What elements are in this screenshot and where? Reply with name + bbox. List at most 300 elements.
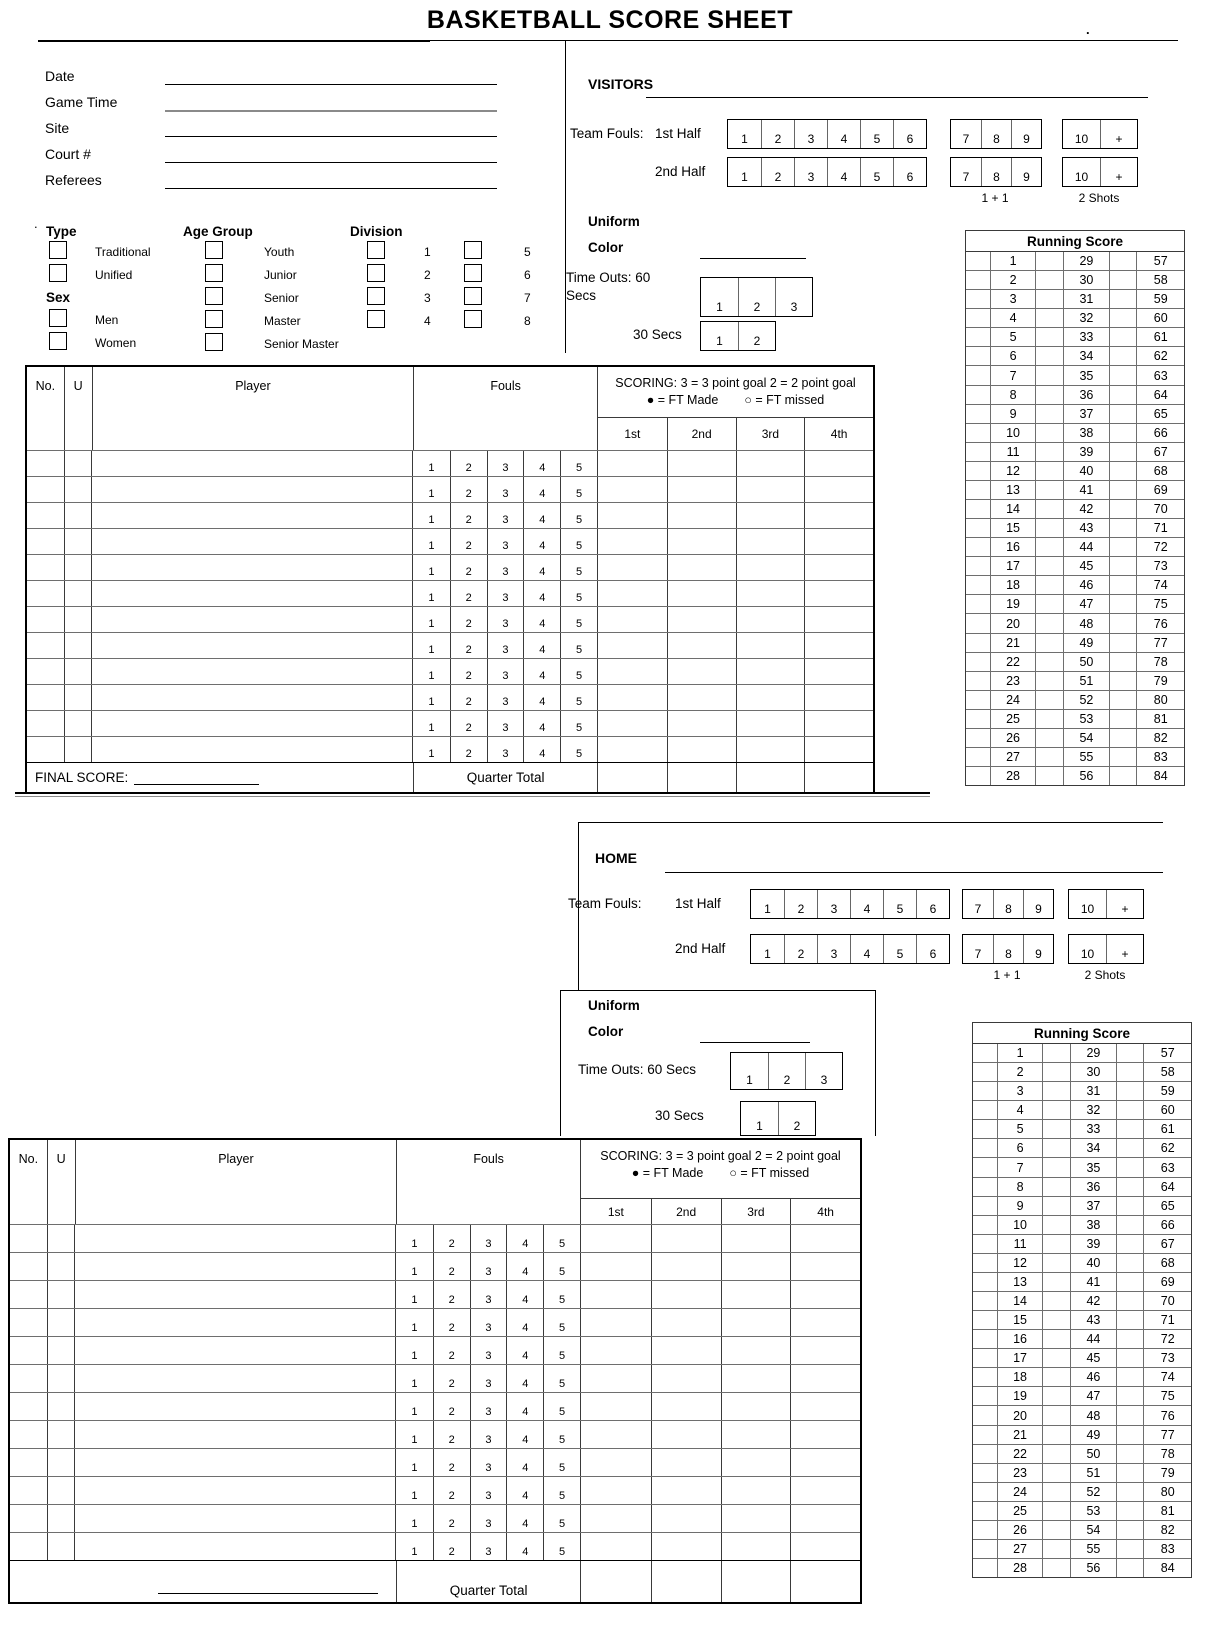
running-score-mark-cell[interactable]: [1109, 462, 1137, 480]
running-score-mark-cell[interactable]: [1109, 500, 1137, 518]
team-foul-cell[interactable]: 8: [981, 120, 1011, 148]
foul-count-cell[interactable]: 1: [428, 462, 435, 474]
foul-count-cell[interactable]: 4: [523, 711, 560, 736]
player-u-cell[interactable]: [65, 711, 93, 736]
running-score-mark-cell[interactable]: [1109, 481, 1137, 499]
team-foul-cell[interactable]: 5: [883, 890, 916, 918]
quarter-score-cell[interactable]: [581, 1281, 651, 1308]
foul-count-cell[interactable]: 3: [470, 1337, 507, 1364]
foul-count-cell[interactable]: 4: [523, 451, 560, 476]
quarter-score-cell[interactable]: [790, 1477, 860, 1504]
running-score-mark-cell[interactable]: [1042, 1158, 1070, 1176]
running-score-mark-cell[interactable]: [1035, 252, 1063, 270]
sex-checkbox[interactable]: [49, 309, 67, 327]
info-field-line[interactable]: [165, 84, 497, 85]
foul-count-cell[interactable]: 5: [560, 737, 597, 762]
quarter-score-cell[interactable]: [804, 659, 873, 684]
timeout-cell[interactable]: 2: [768, 1053, 805, 1089]
running-score-mark-cell[interactable]: [966, 271, 990, 289]
player-u-cell[interactable]: [65, 581, 93, 606]
quarter-score-cell[interactable]: [721, 1533, 791, 1560]
quarter-score-cell[interactable]: [581, 1365, 651, 1392]
foul-count-cell[interactable]: 2: [433, 1505, 470, 1532]
team-foul-cell[interactable]: 10: [1074, 132, 1089, 146]
running-score-mark-cell[interactable]: [966, 614, 990, 632]
quarter-score-cell[interactable]: [598, 555, 667, 580]
foul-count-cell[interactable]: 4: [506, 1309, 543, 1336]
player-u-cell[interactable]: [65, 633, 93, 658]
team-foul-cell[interactable]: 9: [1023, 890, 1053, 918]
quarter-score-cell[interactable]: [598, 529, 667, 554]
player-u-cell[interactable]: [65, 737, 93, 762]
team-foul-cell[interactable]: 2: [784, 890, 817, 918]
foul-count-cell[interactable]: 4: [523, 633, 560, 658]
player-number-cell[interactable]: [27, 711, 65, 736]
foul-count-cell[interactable]: 1: [411, 1518, 418, 1530]
player-u-cell[interactable]: [48, 1309, 76, 1336]
running-score-mark-cell[interactable]: [966, 748, 990, 766]
quarter-score-cell[interactable]: [790, 1533, 860, 1560]
quarter-score-cell[interactable]: [667, 529, 736, 554]
team-foul-cell[interactable]: 9: [1011, 120, 1041, 148]
running-score-mark-cell[interactable]: [973, 1349, 997, 1367]
running-score-mark-cell[interactable]: [1109, 634, 1137, 652]
quarter-score-cell[interactable]: [581, 1393, 651, 1420]
running-score-mark-cell[interactable]: [1116, 1254, 1144, 1272]
team-foul-cell[interactable]: 2: [761, 120, 794, 148]
foul-count-cell[interactable]: 3: [487, 659, 524, 684]
foul-count-cell[interactable]: 2: [450, 555, 487, 580]
quarter-score-cell[interactable]: [581, 1421, 651, 1448]
player-name-cell[interactable]: [92, 503, 413, 528]
player-number-cell[interactable]: [27, 659, 65, 684]
foul-count-cell[interactable]: 3: [470, 1449, 507, 1476]
running-score-mark-cell[interactable]: [966, 405, 990, 423]
running-score-mark-cell[interactable]: [1116, 1387, 1144, 1405]
team-foul-cell[interactable]: 5: [860, 158, 893, 186]
running-score-mark-cell[interactable]: [1116, 1559, 1144, 1577]
player-u-cell[interactable]: [48, 1477, 76, 1504]
team-foul-cell[interactable]: 3: [794, 120, 827, 148]
quarter-score-cell[interactable]: [790, 1449, 860, 1476]
quarter-score-cell[interactable]: [667, 711, 736, 736]
running-score-mark-cell[interactable]: [966, 519, 990, 537]
player-number-cell[interactable]: [27, 503, 65, 528]
quarter-score-cell[interactable]: [651, 1533, 721, 1560]
quarter-score-cell[interactable]: [790, 1421, 860, 1448]
player-name-cell[interactable]: [92, 685, 413, 710]
running-score-mark-cell[interactable]: [1109, 672, 1137, 690]
foul-count-cell[interactable]: 5: [543, 1253, 580, 1280]
running-score-mark-cell[interactable]: [966, 691, 990, 709]
running-score-mark-cell[interactable]: [1109, 614, 1137, 632]
foul-count-cell[interactable]: 1: [428, 566, 435, 578]
running-score-mark-cell[interactable]: [1109, 767, 1137, 785]
player-name-cell[interactable]: [92, 581, 413, 606]
running-score-mark-cell[interactable]: [1116, 1292, 1144, 1310]
player-name-cell[interactable]: [92, 659, 413, 684]
running-score-mark-cell[interactable]: [1109, 328, 1137, 346]
quarter-score-cell[interactable]: [651, 1365, 721, 1392]
type-checkbox[interactable]: [49, 264, 67, 282]
foul-count-cell[interactable]: 1: [411, 1546, 418, 1558]
quarter-score-cell[interactable]: [651, 1253, 721, 1280]
running-score-mark-cell[interactable]: [966, 576, 990, 594]
player-name-cell[interactable]: [75, 1449, 396, 1476]
player-number-cell[interactable]: [27, 633, 65, 658]
foul-count-cell[interactable]: 4: [523, 737, 560, 762]
foul-count-cell[interactable]: 3: [487, 711, 524, 736]
quarter-score-cell[interactable]: [736, 581, 805, 606]
team-foul-cell[interactable]: +: [1106, 890, 1143, 918]
foul-count-cell[interactable]: 5: [560, 477, 597, 502]
player-name-cell[interactable]: [75, 1337, 396, 1364]
foul-count-cell[interactable]: 4: [523, 685, 560, 710]
running-score-mark-cell[interactable]: [973, 1464, 997, 1482]
player-name-cell[interactable]: [75, 1393, 396, 1420]
quarter-score-cell[interactable]: [667, 737, 736, 762]
running-score-mark-cell[interactable]: [1042, 1120, 1070, 1138]
division-checkbox[interactable]: [464, 264, 482, 282]
team-foul-cell[interactable]: 9: [1023, 935, 1053, 963]
info-field-line[interactable]: [165, 162, 497, 163]
foul-count-cell[interactable]: 4: [506, 1393, 543, 1420]
quarter-score-cell[interactable]: [651, 1421, 721, 1448]
team-foul-cell[interactable]: 6: [893, 120, 926, 148]
foul-count-cell[interactable]: 5: [560, 685, 597, 710]
player-name-cell[interactable]: [92, 555, 413, 580]
player-name-cell[interactable]: [75, 1365, 396, 1392]
quarter-score-cell[interactable]: [721, 1365, 791, 1392]
foul-count-cell[interactable]: 2: [450, 737, 487, 762]
foul-count-cell[interactable]: 4: [506, 1365, 543, 1392]
timeout-cell[interactable]: 1: [716, 300, 723, 314]
foul-count-cell[interactable]: 5: [543, 1281, 580, 1308]
team-foul-cell[interactable]: +: [1106, 935, 1143, 963]
foul-count-cell[interactable]: 1: [411, 1350, 418, 1362]
running-score-mark-cell[interactable]: [1035, 557, 1063, 575]
quarter-score-cell[interactable]: [721, 1253, 791, 1280]
home-color-line[interactable]: [700, 1042, 810, 1043]
running-score-mark-cell[interactable]: [973, 1483, 997, 1501]
foul-count-cell[interactable]: 4: [523, 477, 560, 502]
running-score-mark-cell[interactable]: [1035, 443, 1063, 461]
running-score-mark-cell[interactable]: [1035, 347, 1063, 365]
running-score-mark-cell[interactable]: [966, 557, 990, 575]
running-score-mark-cell[interactable]: [1109, 366, 1137, 384]
running-score-mark-cell[interactable]: [1109, 386, 1137, 404]
sex-checkbox[interactable]: [49, 332, 67, 350]
running-score-mark-cell[interactable]: [1042, 1502, 1070, 1520]
running-score-mark-cell[interactable]: [1042, 1445, 1070, 1463]
player-number-cell[interactable]: [10, 1281, 48, 1308]
foul-count-cell[interactable]: 2: [433, 1365, 470, 1392]
foul-count-cell[interactable]: 4: [506, 1421, 543, 1448]
running-score-mark-cell[interactable]: [973, 1426, 997, 1444]
running-score-mark-cell[interactable]: [1035, 386, 1063, 404]
running-score-mark-cell[interactable]: [1109, 405, 1137, 423]
running-score-mark-cell[interactable]: [1042, 1406, 1070, 1424]
running-score-mark-cell[interactable]: [1109, 710, 1137, 728]
foul-count-cell[interactable]: 3: [470, 1365, 507, 1392]
player-name-cell[interactable]: [92, 737, 413, 762]
running-score-mark-cell[interactable]: [1116, 1464, 1144, 1482]
player-number-cell[interactable]: [10, 1533, 48, 1560]
foul-count-cell[interactable]: 1: [411, 1378, 418, 1390]
running-score-mark-cell[interactable]: [973, 1502, 997, 1520]
running-score-mark-cell[interactable]: [1035, 290, 1063, 308]
foul-count-cell[interactable]: 1: [411, 1490, 418, 1502]
foul-count-cell[interactable]: 5: [560, 503, 597, 528]
player-u-cell[interactable]: [65, 607, 93, 632]
foul-count-cell[interactable]: 4: [506, 1281, 543, 1308]
quarter-score-cell[interactable]: [667, 685, 736, 710]
foul-count-cell[interactable]: 5: [543, 1505, 580, 1532]
running-score-mark-cell[interactable]: [966, 290, 990, 308]
foul-count-cell[interactable]: 4: [506, 1337, 543, 1364]
foul-count-cell[interactable]: 3: [470, 1281, 507, 1308]
player-u-cell[interactable]: [48, 1253, 76, 1280]
quarter-score-cell[interactable]: [721, 1337, 791, 1364]
running-score-mark-cell[interactable]: [966, 653, 990, 671]
team-foul-cell[interactable]: 7: [974, 902, 982, 916]
player-name-cell[interactable]: [75, 1225, 396, 1252]
running-score-mark-cell[interactable]: [966, 366, 990, 384]
foul-count-cell[interactable]: 1: [411, 1406, 418, 1418]
home-name-line[interactable]: [665, 872, 1163, 873]
running-score-mark-cell[interactable]: [1035, 500, 1063, 518]
team-foul-cell[interactable]: 3: [817, 935, 850, 963]
running-score-mark-cell[interactable]: [973, 1197, 997, 1215]
foul-count-cell[interactable]: 3: [487, 529, 524, 554]
quarter-total-score-cell[interactable]: [581, 1561, 651, 1602]
info-field-line[interactable]: [165, 110, 497, 112]
quarter-score-cell[interactable]: [667, 659, 736, 684]
quarter-score-cell[interactable]: [651, 1309, 721, 1336]
running-score-mark-cell[interactable]: [1109, 443, 1137, 461]
running-score-mark-cell[interactable]: [966, 481, 990, 499]
running-score-mark-cell[interactable]: [1042, 1216, 1070, 1234]
running-score-mark-cell[interactable]: [1042, 1082, 1070, 1100]
quarter-score-cell[interactable]: [651, 1393, 721, 1420]
quarter-score-cell[interactable]: [581, 1225, 651, 1252]
team-foul-cell[interactable]: 10: [1080, 947, 1095, 961]
running-score-mark-cell[interactable]: [1042, 1197, 1070, 1215]
quarter-score-cell[interactable]: [598, 711, 667, 736]
quarter-score-cell[interactable]: [598, 737, 667, 762]
foul-count-cell[interactable]: 2: [450, 711, 487, 736]
quarter-score-cell[interactable]: [667, 633, 736, 658]
running-score-mark-cell[interactable]: [1042, 1368, 1070, 1386]
timeout-cell[interactable]: 2: [778, 1102, 815, 1135]
foul-count-cell[interactable]: 5: [543, 1225, 580, 1252]
foul-count-cell[interactable]: 5: [543, 1449, 580, 1476]
running-score-mark-cell[interactable]: [973, 1406, 997, 1424]
foul-count-cell[interactable]: 2: [433, 1393, 470, 1420]
foul-count-cell[interactable]: 1: [428, 488, 435, 500]
running-score-mark-cell[interactable]: [1109, 290, 1137, 308]
quarter-score-cell[interactable]: [581, 1309, 651, 1336]
quarter-score-cell[interactable]: [790, 1393, 860, 1420]
age-group-checkbox[interactable]: [205, 333, 223, 351]
foul-count-cell[interactable]: 5: [560, 711, 597, 736]
foul-count-cell[interactable]: 4: [523, 529, 560, 554]
type-checkbox[interactable]: [49, 241, 67, 259]
foul-count-cell[interactable]: 2: [450, 451, 487, 476]
foul-count-cell[interactable]: 3: [470, 1477, 507, 1504]
running-score-mark-cell[interactable]: [966, 386, 990, 404]
visitors-color-line[interactable]: [700, 258, 806, 259]
running-score-mark-cell[interactable]: [973, 1521, 997, 1539]
running-score-mark-cell[interactable]: [1035, 271, 1063, 289]
quarter-total-score-cell[interactable]: [804, 763, 873, 792]
foul-count-cell[interactable]: 3: [487, 555, 524, 580]
running-score-mark-cell[interactable]: [966, 252, 990, 270]
quarter-score-cell[interactable]: [598, 633, 667, 658]
player-number-cell[interactable]: [10, 1393, 48, 1420]
running-score-mark-cell[interactable]: [1035, 538, 1063, 556]
running-score-mark-cell[interactable]: [1116, 1120, 1144, 1138]
running-score-mark-cell[interactable]: [1042, 1235, 1070, 1253]
running-score-mark-cell[interactable]: [1116, 1044, 1144, 1062]
foul-count-cell[interactable]: 3: [470, 1421, 507, 1448]
foul-count-cell[interactable]: 4: [506, 1533, 543, 1560]
running-score-mark-cell[interactable]: [966, 595, 990, 613]
team-foul-cell[interactable]: 7: [974, 947, 982, 961]
quarter-score-cell[interactable]: [736, 451, 805, 476]
foul-count-cell[interactable]: 2: [450, 659, 487, 684]
running-score-mark-cell[interactable]: [1109, 557, 1137, 575]
player-name-cell[interactable]: [92, 477, 413, 502]
running-score-mark-cell[interactable]: [1035, 691, 1063, 709]
foul-count-cell[interactable]: 5: [543, 1421, 580, 1448]
quarter-score-cell[interactable]: [736, 607, 805, 632]
player-u-cell[interactable]: [48, 1449, 76, 1476]
foul-count-cell[interactable]: 2: [450, 581, 487, 606]
foul-count-cell[interactable]: 3: [487, 581, 524, 606]
team-foul-cell[interactable]: 6: [916, 890, 949, 918]
quarter-score-cell[interactable]: [804, 555, 873, 580]
running-score-mark-cell[interactable]: [1035, 614, 1063, 632]
player-number-cell[interactable]: [27, 737, 65, 762]
quarter-score-cell[interactable]: [790, 1365, 860, 1392]
quarter-score-cell[interactable]: [804, 711, 873, 736]
running-score-mark-cell[interactable]: [973, 1311, 997, 1329]
player-u-cell[interactable]: [65, 685, 93, 710]
running-score-mark-cell[interactable]: [1116, 1502, 1144, 1520]
player-number-cell[interactable]: [10, 1449, 48, 1476]
player-u-cell[interactable]: [65, 503, 93, 528]
foul-count-cell[interactable]: 3: [487, 503, 524, 528]
team-foul-cell[interactable]: 3: [794, 158, 827, 186]
foul-count-cell[interactable]: 3: [470, 1393, 507, 1420]
team-foul-cell[interactable]: 10: [1074, 170, 1089, 184]
player-number-cell[interactable]: [10, 1225, 48, 1252]
player-u-cell[interactable]: [48, 1533, 76, 1560]
foul-count-cell[interactable]: 5: [560, 451, 597, 476]
quarter-score-cell[interactable]: [721, 1477, 791, 1504]
running-score-mark-cell[interactable]: [973, 1178, 997, 1196]
quarter-score-cell[interactable]: [736, 477, 805, 502]
foul-count-cell[interactable]: 3: [487, 685, 524, 710]
timeout-cell[interactable]: 2: [738, 278, 775, 316]
quarter-score-cell[interactable]: [581, 1477, 651, 1504]
foul-count-cell[interactable]: 2: [450, 529, 487, 554]
running-score-mark-cell[interactable]: [1116, 1216, 1144, 1234]
running-score-mark-cell[interactable]: [973, 1063, 997, 1081]
running-score-mark-cell[interactable]: [1109, 252, 1137, 270]
foul-count-cell[interactable]: 4: [506, 1253, 543, 1280]
quarter-score-cell[interactable]: [721, 1393, 791, 1420]
running-score-mark-cell[interactable]: [1035, 767, 1063, 785]
quarter-score-cell[interactable]: [804, 477, 873, 502]
running-score-mark-cell[interactable]: [1035, 576, 1063, 594]
player-number-cell[interactable]: [27, 685, 65, 710]
foul-count-cell[interactable]: 1: [411, 1462, 418, 1474]
player-number-cell[interactable]: [27, 477, 65, 502]
player-u-cell[interactable]: [48, 1365, 76, 1392]
quarter-score-cell[interactable]: [790, 1253, 860, 1280]
running-score-mark-cell[interactable]: [1116, 1063, 1144, 1081]
running-score-mark-cell[interactable]: [966, 347, 990, 365]
player-number-cell[interactable]: [27, 555, 65, 580]
running-score-mark-cell[interactable]: [1116, 1311, 1144, 1329]
foul-count-cell[interactable]: 4: [523, 607, 560, 632]
running-score-mark-cell[interactable]: [973, 1082, 997, 1100]
team-foul-cell[interactable]: 1: [764, 902, 771, 916]
quarter-score-cell[interactable]: [598, 607, 667, 632]
foul-count-cell[interactable]: 4: [506, 1505, 543, 1532]
foul-count-cell[interactable]: 2: [450, 685, 487, 710]
player-name-cell[interactable]: [75, 1309, 396, 1336]
foul-count-cell[interactable]: 5: [560, 581, 597, 606]
running-score-mark-cell[interactable]: [1035, 634, 1063, 652]
foul-count-cell[interactable]: 3: [487, 737, 524, 762]
foul-count-cell[interactable]: 1: [411, 1434, 418, 1446]
age-group-checkbox[interactable]: [205, 241, 223, 259]
running-score-mark-cell[interactable]: [1042, 1044, 1070, 1062]
team-foul-cell[interactable]: 4: [850, 935, 883, 963]
quarter-score-cell[interactable]: [736, 659, 805, 684]
team-foul-cell[interactable]: 4: [850, 890, 883, 918]
running-score-mark-cell[interactable]: [966, 767, 990, 785]
team-foul-cell[interactable]: 8: [981, 158, 1011, 186]
quarter-total-score-cell[interactable]: [736, 763, 805, 792]
quarter-score-cell[interactable]: [581, 1337, 651, 1364]
quarter-score-cell[interactable]: [667, 503, 736, 528]
foul-count-cell[interactable]: 2: [433, 1309, 470, 1336]
quarter-score-cell[interactable]: [651, 1225, 721, 1252]
foul-count-cell[interactable]: 3: [470, 1505, 507, 1532]
player-number-cell[interactable]: [10, 1365, 48, 1392]
quarter-score-cell[interactable]: [581, 1449, 651, 1476]
running-score-mark-cell[interactable]: [1109, 595, 1137, 613]
team-foul-cell[interactable]: +: [1100, 120, 1137, 148]
running-score-mark-cell[interactable]: [973, 1139, 997, 1157]
foul-count-cell[interactable]: 5: [560, 659, 597, 684]
foul-count-cell[interactable]: 4: [523, 659, 560, 684]
team-foul-cell[interactable]: 9: [1011, 158, 1041, 186]
foul-count-cell[interactable]: 5: [543, 1309, 580, 1336]
quarter-score-cell[interactable]: [721, 1505, 791, 1532]
division-checkbox[interactable]: [464, 310, 482, 328]
player-u-cell[interactable]: [65, 659, 93, 684]
foul-count-cell[interactable]: 1: [411, 1294, 418, 1306]
age-group-checkbox[interactable]: [205, 264, 223, 282]
quarter-score-cell[interactable]: [790, 1281, 860, 1308]
running-score-mark-cell[interactable]: [973, 1044, 997, 1062]
running-score-mark-cell[interactable]: [1116, 1483, 1144, 1501]
